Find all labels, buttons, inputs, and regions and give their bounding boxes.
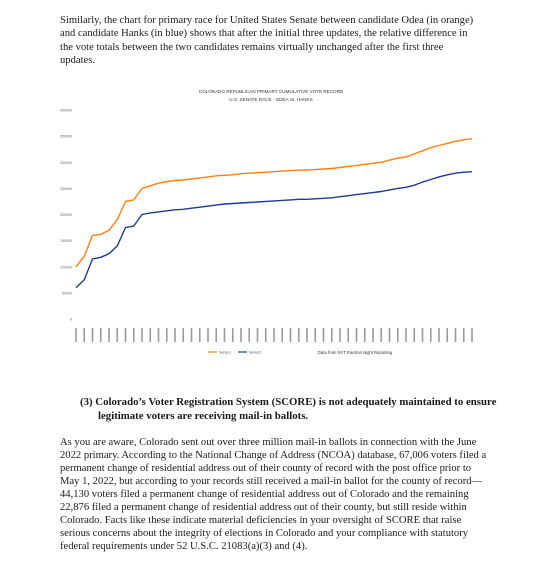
- y-tick-label: 100000: [60, 265, 72, 270]
- x-tick-mark: [314, 328, 316, 342]
- x-tick-mark: [273, 328, 275, 342]
- x-tick-mark: [364, 328, 366, 342]
- y-tick-label: 150000: [60, 239, 72, 244]
- x-tick-mark: [397, 328, 399, 342]
- vote-record-chart: [48, 82, 508, 367]
- x-tick-mark: [92, 328, 94, 342]
- x-tick-mark: [174, 328, 176, 342]
- x-tick-mark: [125, 328, 127, 342]
- x-tick-mark: [149, 328, 151, 342]
- x-axis-ticks: [75, 328, 473, 342]
- x-tick-mark: [290, 328, 292, 342]
- series-line: [76, 172, 472, 288]
- x-tick-mark: [347, 328, 349, 342]
- x-tick-mark: [389, 328, 391, 342]
- x-tick-mark: [83, 328, 85, 342]
- x-tick-mark: [224, 328, 226, 342]
- x-tick-mark: [455, 328, 457, 342]
- x-tick-mark: [422, 328, 424, 342]
- x-tick-mark: [471, 328, 473, 342]
- y-tick-label: 250000: [60, 186, 72, 191]
- legend-label: Series2: [249, 350, 262, 355]
- x-tick-mark: [240, 328, 242, 342]
- series-lines: [76, 139, 472, 288]
- x-tick-mark: [265, 328, 267, 342]
- x-tick-mark: [281, 328, 283, 342]
- x-tick-mark: [182, 328, 184, 342]
- x-tick-mark: [446, 328, 448, 342]
- chart-svg: [48, 82, 508, 367]
- chart-subtitle: U.S. SENATE RACE - ODEA vs. HANKS: [229, 97, 313, 102]
- x-tick-mark: [166, 328, 168, 342]
- x-tick-mark: [372, 328, 374, 342]
- chart-title: COLORADO REPUBLICAN PRIMARY CUMULATIVE VOTE RECORD: [198, 89, 344, 94]
- x-tick-mark: [100, 328, 102, 342]
- y-tick-label: 0: [70, 317, 72, 322]
- x-tick-mark: [215, 328, 217, 342]
- x-tick-mark: [438, 328, 440, 342]
- intro-paragraph: Similarly, the chart for primary race for United States Senate between candidate Odea (in orange) and candidate Hanks (in blue) shows that after the initial three updates, the relative difference in the vote totals between the two candidates remains virtually unchanged after the first three updates.: [60, 15, 474, 66]
- x-tick-mark: [75, 328, 77, 342]
- x-tick-mark: [331, 328, 333, 342]
- x-tick-mark: [133, 328, 135, 342]
- x-tick-mark: [463, 328, 465, 342]
- body-paragraph: As you are aware, Colorado sent out over three million mail-in ballots in connection with the June 2022 primary. According to the National Change of Address (NCOA) database, 67,006 voters filed a permanent change of residential address out of their county of record with the post office prior to May 1, 2022, but according to your records still received a mail-in ballot for the county of record—44,130 voters filed a permanent change of residential address out of Colorado and the remaining 22,876 filed a permanent change of residential address out of their county, but still reside within Colorado. Facts like these indicate material deficiencies in your oversight of SCORE that raise serious concerns about the integrity of elections in Colorado and your compliance with statutory federal requirements under 52 U.S.C. 21083(a)(3) and (4).: [60, 437, 487, 553]
- y-axis-ticks: [60, 109, 72, 322]
- x-tick-mark: [298, 328, 300, 342]
- y-tick-label: 400000: [60, 108, 72, 113]
- chart-source-note: Data from NYT Election Night Reporting: [318, 350, 393, 355]
- chart-legend: [208, 351, 261, 355]
- x-tick-mark: [158, 328, 160, 342]
- series-line: [76, 139, 472, 267]
- y-tick-label: 300000: [60, 160, 72, 165]
- x-tick-mark: [306, 328, 308, 342]
- x-tick-mark: [413, 328, 415, 342]
- legend-label: Series1: [219, 350, 232, 355]
- x-tick-mark: [405, 328, 407, 342]
- x-tick-mark: [199, 328, 201, 342]
- x-tick-mark: [380, 328, 382, 342]
- x-tick-mark: [141, 328, 143, 342]
- y-tick-label: 50000: [62, 291, 72, 296]
- section-heading: (3) Colorado’s Voter Registration System (SCORE) is not adequately maintained to ensure legitimate voters are receiving mail-in ballots.: [80, 396, 497, 422]
- x-tick-mark: [116, 328, 118, 342]
- x-tick-mark: [257, 328, 259, 342]
- x-tick-mark: [248, 328, 250, 342]
- y-tick-label: 350000: [60, 134, 72, 139]
- x-tick-mark: [191, 328, 193, 342]
- x-tick-mark: [430, 328, 432, 342]
- x-tick-mark: [232, 328, 234, 342]
- x-tick-mark: [323, 328, 325, 342]
- y-tick-label: 200000: [60, 213, 72, 217]
- x-tick-mark: [339, 328, 341, 342]
- x-tick-mark: [108, 328, 110, 342]
- x-tick-mark: [207, 328, 209, 342]
- x-tick-mark: [356, 328, 358, 342]
